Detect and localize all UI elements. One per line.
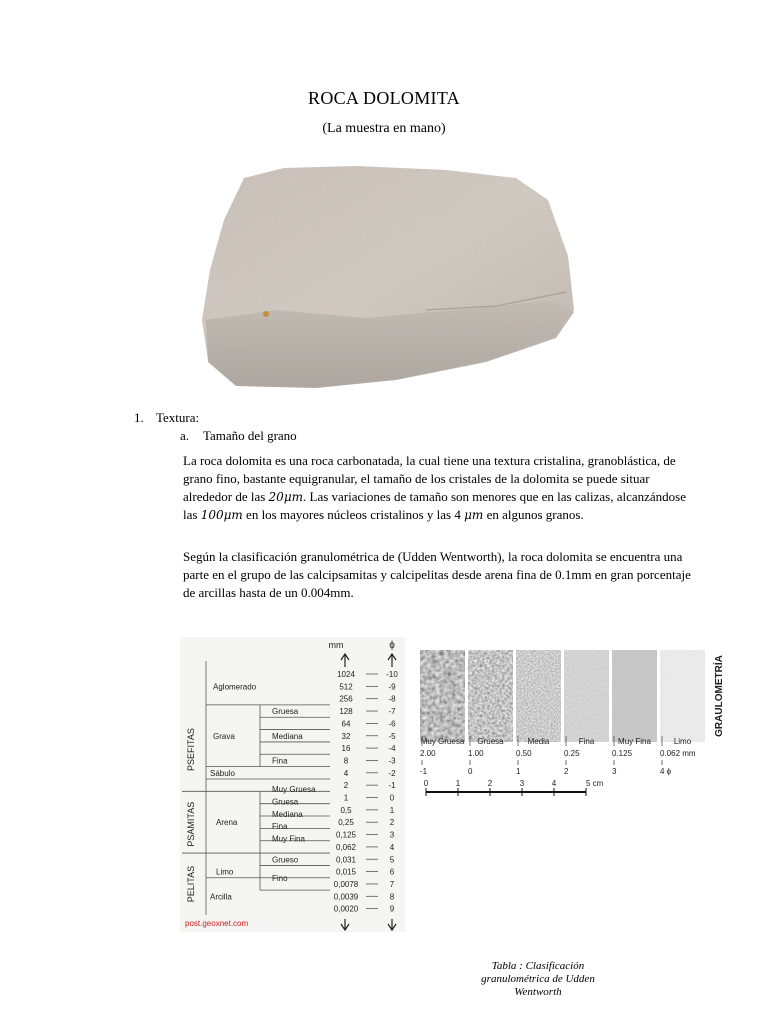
down-arrow-icon (341, 919, 349, 930)
mm-boundary: 0.062 mm (660, 749, 696, 758)
mm-value: 0,062 (335, 842, 357, 852)
mm-header: mm (328, 640, 344, 650)
phi-value: 7 (389, 879, 395, 889)
phi-boundary: 1 (516, 767, 521, 776)
list-number-1: 1. (134, 410, 144, 425)
phi-value: -10 (386, 670, 398, 679)
mm-value: 512 (339, 682, 353, 692)
grava-sub-label: Fina (272, 756, 288, 766)
limo-sub-label: Grueso (272, 855, 299, 865)
arena-sub-label: Fina (272, 822, 288, 832)
sample-swatch (568, 658, 605, 734)
math-um: μm (464, 508, 484, 522)
granulometria-title: GRAULOMETRÍA (714, 655, 725, 737)
phi-value: -9 (388, 682, 396, 692)
list-item-textura: Textura: (156, 410, 200, 425)
phi-value: -5 (388, 731, 396, 741)
granulometry-figure (420, 640, 735, 815)
paragraph-text: en algunos granos. (483, 507, 584, 522)
phi-value: -6 (388, 719, 396, 729)
mm-boundary: 0.50 (516, 749, 532, 758)
phi-value: -8 (388, 694, 396, 704)
mm-value: 0,031 (335, 855, 357, 865)
scale-label: 5 cm (586, 779, 604, 788)
arena-sub-label: Mediana (272, 809, 303, 819)
arena-sub-label: Muy Fina (272, 834, 305, 844)
sample-swatch (424, 658, 461, 734)
arena-sub-label: Gruesa (272, 797, 299, 807)
phi-value: 6 (389, 867, 395, 877)
mm-value: 2 (343, 781, 349, 791)
phi-value: 0 (389, 793, 395, 803)
scale-label: 1 (455, 779, 461, 788)
phi-value: 2 (389, 818, 395, 828)
mm-value: 0,5 (340, 805, 352, 815)
up-arrow-icon (388, 654, 396, 667)
sample-label: Muy Fina (618, 737, 651, 746)
paragraph-texture (183, 452, 693, 524)
mm-boundary: 2.00 (420, 749, 436, 758)
mm-value: 16 (341, 744, 351, 754)
phi-value: -4 (388, 744, 396, 754)
phi-value: 4 (389, 842, 395, 852)
paragraph-text: La roca dolomita es una roca carbonatada, la cual tiene una textura cristalina, granoblástica, de grano fino, bastante equigranular, el tamaño de los cristales de la dolomita se puede situar alrededor de las (183, 453, 676, 504)
scale-label: 4 (551, 779, 557, 788)
phi-value: 5 (389, 855, 395, 865)
phi-boundary: 4 ϕ (660, 767, 672, 776)
phi-boundary: 0 (468, 767, 473, 776)
mm-value: 4 (343, 768, 349, 778)
list-item-tamano-grano: Tamaño del grano (203, 428, 297, 443)
scale-label: 2 (487, 779, 493, 788)
phi-boundary: 3 (612, 767, 617, 776)
mm-value: 0,0039 (333, 892, 359, 902)
up-arrow-icon (341, 654, 349, 667)
sample-swatch (520, 658, 557, 734)
phi-value: 3 (389, 830, 395, 840)
down-arrow-icon (388, 919, 396, 930)
sample-swatch (664, 658, 701, 734)
sample-label: Gruesa (477, 737, 504, 746)
phi-boundary: 2 (564, 767, 569, 776)
phi-value: -1 (388, 781, 396, 791)
class-label-sabulo: Sábulo (210, 768, 235, 778)
phi-value: -2 (388, 768, 396, 778)
mm-value: 256 (339, 694, 353, 704)
list-letter-a: a. (180, 428, 190, 443)
sample-label: Limo (673, 737, 692, 746)
table-caption: Tabla : Clasificación granulométrica de Udden Wentworth (481, 960, 595, 998)
mm-value: 0,015 (335, 867, 357, 877)
class-label-aglomerado: Aglomerado (213, 682, 257, 692)
mm-boundary: 0.125 (612, 749, 633, 758)
sample-label: Fina (578, 737, 595, 746)
sample-swatch (472, 658, 509, 734)
paragraph-text: en los mayores núcleos cristalinos y las 4 (242, 507, 465, 522)
mm-boundary: 1.00 (468, 749, 484, 758)
mm-value: 0,25 (338, 818, 354, 828)
math-100um: 100μm (200, 508, 243, 522)
group-label-1: PSAMITAS (186, 801, 196, 847)
phi-value: -7 (388, 707, 396, 717)
grava-sub-label: Gruesa (272, 707, 299, 717)
class-label-arena: Arena (216, 818, 238, 828)
mm-value: 32 (341, 731, 351, 741)
sample-label: Muy Gruesa (420, 737, 465, 746)
document-title: ROCA DOLOMITA (308, 88, 460, 108)
mm-value: 64 (341, 719, 351, 729)
sample-swatch (616, 658, 653, 734)
wentworth-table-image (180, 637, 405, 932)
mm-value: 128 (339, 707, 353, 717)
class-label-arcilla: Arcilla (210, 892, 232, 902)
phi-value: 1 (389, 805, 395, 815)
class-label-grava: Grava (213, 731, 235, 741)
mm-value: 1024 (337, 670, 355, 679)
mm-value: 1 (343, 793, 349, 803)
scale-label: 0 (423, 779, 429, 788)
mm-value: 0,0020 (333, 904, 359, 914)
phi-boundary: -1 (420, 767, 428, 776)
mm-boundary: 0.25 (564, 749, 580, 758)
scale-label: 3 (519, 779, 525, 788)
paragraph-classification: Según la clasificación granulométrica de (Udden Wentworth), la roca dolomita se encuentra una parte en el grupo de las calcipsamitas y calcipelitas desde arena fina de 0.1mm en gran porcentaje de arcillas hasta de un 0.004mm. (183, 549, 691, 600)
mm-value: 0,0078 (333, 879, 359, 889)
phi-value: 9 (389, 904, 395, 914)
grava-sub-label: Mediana (272, 731, 303, 741)
mm-value: 0,125 (335, 830, 357, 840)
phi-value: -3 (388, 756, 396, 766)
sample-label: Media (527, 737, 550, 746)
class-label-limo: Limo (216, 867, 234, 877)
document-subtitle: (La muestra en mano) (322, 121, 446, 136)
phi-value: 8 (389, 892, 395, 902)
source-credit: post.geoxnet.com (185, 919, 249, 928)
phi-header: ϕ (389, 640, 395, 651)
mm-value: 8 (343, 756, 349, 766)
limo-sub-label: Fino (272, 873, 288, 883)
rock-sample-photo (196, 160, 576, 390)
math-20um: 20μm (268, 490, 303, 504)
group-label-0: PSEFITAS (186, 728, 196, 771)
arena-sub-label: Muy Gruesa (272, 785, 316, 795)
group-label-2: PELITAS (186, 865, 196, 903)
paragraph-text: . Las variaciones de tamaño son menores que en las calizas, alcanzándose las (183, 489, 686, 522)
